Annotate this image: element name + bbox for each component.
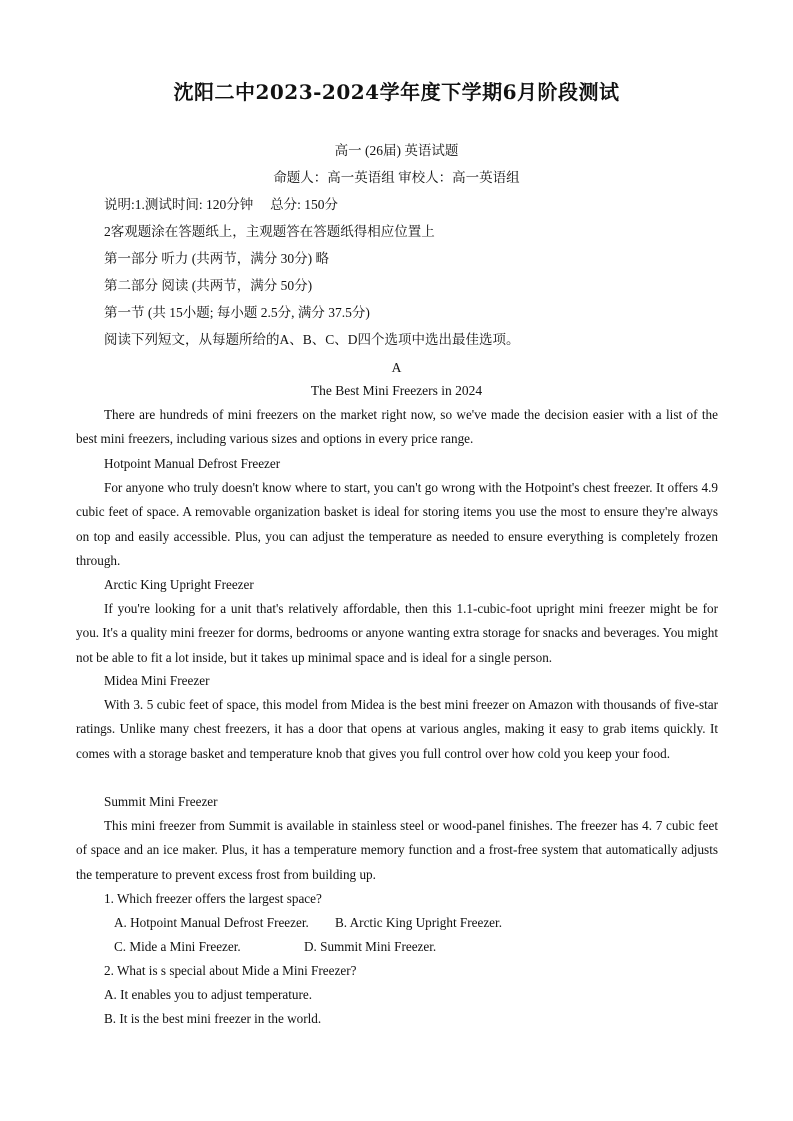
part1-heading: 第一部分 听力 (共两节，满分 30分) 略 [104, 251, 329, 266]
item-text-summit: This mini freezer from Summit is available in stainless steel or wood-panel finishes. The freezer has 4. 7 cubic feet of space and an ice maker. Plus, it has a temperature memory function and a frost-free system that automatically adjusts the temperature to prevent excess frost from building up. [76, 818, 718, 882]
item-heading-hotpoint: Hotpoint Manual Defrost Freezer [104, 456, 281, 471]
question-1-option-a: A. Hotpoint Manual Defrost Freezer. [114, 915, 309, 930]
reading-direction: 阅读下列短文，从每题所给的A、B、C、D四个选项中选出最佳选项。 [104, 332, 520, 347]
question-1-option-b: B. Arctic King Upright Freezer. [335, 915, 502, 930]
instruction-time: 说明:1.测试时间: 120分钟 总分: 150分 [104, 197, 339, 212]
question-1-stem: 1. Which freezer offers the largest space? [104, 891, 322, 906]
item-text-arctic-king: If you're looking for a unit that's relatively affordable, then this 1.1-cubic-foot upright mini freezer might be for you. It's a quality mini freezer for dorms, bedrooms or anyone wanting extra storage for snacks and beverages. You might not be able to fit a lot inside, but it takes up minimal space and is ideal for a single person. [76, 601, 718, 665]
exam-authors: 命题人：高一英语组 审校人：高一英语组 [273, 170, 520, 185]
section1-heading: 第一节 (共 15小题; 每小题 2.5分, 满分 37.5分) [104, 305, 370, 320]
instruction-answer-sheet: 2客观题涂在答题纸上，主观题答在答题纸得相应位置上 [104, 224, 435, 239]
item-heading-midea: Midea Mini Freezer [104, 673, 210, 688]
passage-title: The Best Mini Freezers in 2024 [310, 383, 483, 398]
passage-intro: There are hundreds of mini freezers on the market right now, so we've made the decision easier with a list of the best mini freezers, including various sizes and options in every price range. [76, 407, 718, 447]
item-text-midea: With 3. 5 cubic feet of space, this model from Midea is the best mini freezer on Amazon with thousands of five-star ratings. Unlike many chest freezers, it has a door that opens at various angles, making it easy to grab items quickly. It comes with a storage basket and temperature knob that gives you full control over how cold you keep your food. [76, 697, 718, 761]
question-2-option-a: A. It enables you to adjust temperature. [104, 987, 313, 1002]
question-2-stem: 2. What is s special about Mide a Mini Freezer? [104, 963, 357, 978]
item-heading-summit: Summit Mini Freezer [104, 794, 218, 809]
question-1-option-c: C. Mide a Mini Freezer. [114, 939, 241, 954]
question-2-option-b: B. It is the best mini freezer in the world. [104, 1011, 322, 1026]
item-heading-arctic-king: Arctic King Upright Freezer [104, 577, 254, 592]
item-text-hotpoint: For anyone who truly doesn't know where to start, you can't go wrong with the Hotpoint's chest freezer. It offers 4.9 cubic feet of space. A removable organization basket is ideal for storing items you use the most to ensure they're always on top and easily accessible. Plus, you can adjust the temperature as needed to ensure everything is completely frozen through. [76, 480, 718, 568]
part2-heading: 第二部分 阅读 (共两节，满分 50分) [104, 278, 313, 293]
question-1-option-d: D. Summit Mini Freezer. [304, 939, 437, 954]
exam-subtitle: 高一 (26届) 英语试题 [334, 143, 459, 158]
exam-title: 沈阳二中2023-2024学年度下学期6月阶段测试 [173, 80, 620, 104]
passage-label: A [391, 360, 402, 375]
